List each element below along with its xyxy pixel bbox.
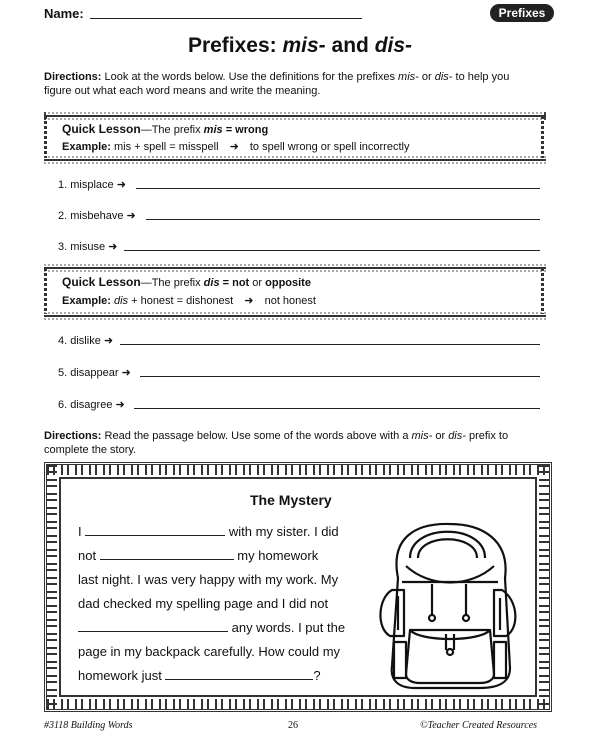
item-word: disappear xyxy=(70,367,119,379)
answer-line-3[interactable] xyxy=(124,250,540,251)
directions-2-dis: dis- xyxy=(448,430,466,442)
lesson-2-opposite: opposite xyxy=(265,277,311,289)
lesson-2-example-label: Example: xyxy=(62,295,111,307)
prefixes-badge-label: Prefixes xyxy=(498,6,546,20)
directions-2-text-b: prefix to xyxy=(465,430,509,442)
exercise-item-1 xyxy=(58,178,126,191)
directions-2-text-a: Read the passage below. Use some of the words above with a xyxy=(104,430,412,442)
story-passage xyxy=(78,520,368,688)
directions-1-text-a: Look at the words below. Use the definitions for the prefixes xyxy=(104,71,399,83)
lesson-2-left-border xyxy=(44,268,47,314)
item-word: misplace xyxy=(70,179,114,191)
lesson-2-title-row xyxy=(62,275,311,289)
directions-1-mis: mis- xyxy=(398,71,419,83)
item-word: misuse xyxy=(70,241,106,253)
story-line-6: page in my backpack carefully. How could my xyxy=(78,644,341,659)
lesson-2-example-text: + honest = dishonest xyxy=(128,295,234,307)
lesson-1-example-text: mis + spell = misspell xyxy=(113,141,219,153)
lesson-1-desc: —The prefix xyxy=(140,124,204,136)
name-field[interactable] xyxy=(90,18,362,19)
lesson-2-prefix: dis xyxy=(203,277,220,289)
story-frame-bottom-pattern xyxy=(47,699,549,709)
story-title: The Mystery xyxy=(250,492,332,508)
lesson-2-meaning: not honest xyxy=(264,295,316,307)
exercise-item-3 xyxy=(58,240,117,253)
exercise-item-6 xyxy=(58,398,125,411)
lesson-2-eq: = not xyxy=(219,277,250,289)
footer-page-number: 26 xyxy=(288,720,298,731)
arrow-icon: ➜ xyxy=(116,179,126,191)
story-blank-1[interactable] xyxy=(85,521,225,536)
answer-line-2[interactable] xyxy=(146,219,540,220)
footer-book-title: #3118 Building Words xyxy=(44,720,133,731)
answer-line-6[interactable] xyxy=(134,408,540,409)
lesson-2-right-border xyxy=(541,268,544,314)
title-mis: mis- xyxy=(282,34,326,57)
lesson-2-or: or xyxy=(249,277,266,289)
arrow-icon: ➜ xyxy=(121,367,131,379)
lesson-2-title: Quick Lesson xyxy=(62,275,141,289)
story-line-5: any words. I put the xyxy=(78,616,368,640)
item-word: disagree xyxy=(70,399,113,411)
lesson-1-right-border xyxy=(541,116,544,158)
story-line-3: last night. I was very happy with my work. My xyxy=(78,572,339,587)
lesson-1-example-row xyxy=(62,140,409,153)
answer-line-4[interactable] xyxy=(120,344,540,345)
item-number: 5. xyxy=(58,367,68,379)
decorative-border-top-1 xyxy=(44,112,546,120)
arrow-icon: ➜ xyxy=(244,295,254,307)
story-frame-top-pattern xyxy=(47,465,549,475)
directions-1-or: or xyxy=(418,71,435,83)
directions-2-line2: complete the story. xyxy=(44,444,137,456)
directions-2 xyxy=(44,429,564,457)
directions-1-dis: dis- xyxy=(434,71,453,83)
title-dis: dis- xyxy=(374,34,413,57)
decorative-border-bottom-1 xyxy=(44,156,546,164)
page-title xyxy=(0,34,600,58)
story-frame-right-pattern xyxy=(539,465,549,709)
quick-lesson-box-1 xyxy=(48,120,538,154)
prefixes-badge xyxy=(490,4,554,22)
decorative-border-bottom-2 xyxy=(44,312,546,320)
directions-1-line2: figure out what each word means and write the meaning. xyxy=(44,85,321,97)
name-label: Name: xyxy=(44,6,84,21)
footer-publisher: ©Teacher Created Resources xyxy=(420,720,538,731)
directions-2-or: or xyxy=(432,430,449,442)
lesson-1-example-label: Example: xyxy=(62,141,111,153)
quick-lesson-box-2 xyxy=(48,272,538,308)
backpack-illustration xyxy=(370,518,530,694)
story-line-4: dad checked my spelling page and I did not xyxy=(78,596,329,611)
item-number: 6. xyxy=(58,399,68,411)
lesson-2-example-row xyxy=(62,294,316,307)
item-word: misbehave xyxy=(70,210,124,222)
arrow-icon: ➜ xyxy=(229,141,239,153)
lesson-1-left-border xyxy=(44,116,47,158)
lesson-2-example-prefix: dis xyxy=(113,295,129,307)
title-and: and xyxy=(331,34,369,57)
decorative-border-top-2 xyxy=(44,264,546,272)
lesson-1-prefix: mis xyxy=(203,124,223,136)
answer-line-1[interactable] xyxy=(136,188,540,189)
story-line-1: I with my sister. I did xyxy=(78,520,368,544)
story-blank-2[interactable] xyxy=(100,545,234,560)
item-number: 3. xyxy=(58,241,68,253)
item-number: 1. xyxy=(58,179,68,191)
directions-1-text-b: to help you xyxy=(452,71,510,83)
directions-2-label: Directions: xyxy=(44,430,102,442)
lesson-1-title-row xyxy=(62,122,268,136)
arrow-icon: ➜ xyxy=(115,399,125,411)
story-line-2: not my homework xyxy=(78,544,368,568)
story-line-7: homework just ? xyxy=(78,664,368,688)
exercise-item-4 xyxy=(58,334,113,347)
lesson-2-desc: —The prefix xyxy=(140,277,204,289)
story-blank-3[interactable] xyxy=(78,617,228,632)
lesson-1-title: Quick Lesson xyxy=(62,122,141,136)
directions-1 xyxy=(44,70,564,98)
story-frame-left-pattern xyxy=(47,465,57,709)
arrow-icon: ➜ xyxy=(126,210,136,222)
item-number: 2. xyxy=(58,210,68,222)
story-blank-4[interactable] xyxy=(165,665,313,680)
item-number: 4. xyxy=(58,335,68,347)
title-main: Prefixes: xyxy=(187,34,277,57)
directions-1-label: Directions: xyxy=(44,71,102,83)
directions-2-mis: mis- xyxy=(411,430,433,442)
lesson-1-meaning: to spell wrong or spell incorrectly xyxy=(249,141,410,153)
lesson-1-eq: = wrong xyxy=(222,124,269,136)
item-word: dislike xyxy=(70,335,101,347)
arrow-icon: ➜ xyxy=(103,335,114,347)
exercise-item-2 xyxy=(58,209,136,222)
exercise-item-5 xyxy=(58,366,131,379)
arrow-icon: ➜ xyxy=(108,241,118,253)
answer-line-5[interactable] xyxy=(140,376,540,377)
